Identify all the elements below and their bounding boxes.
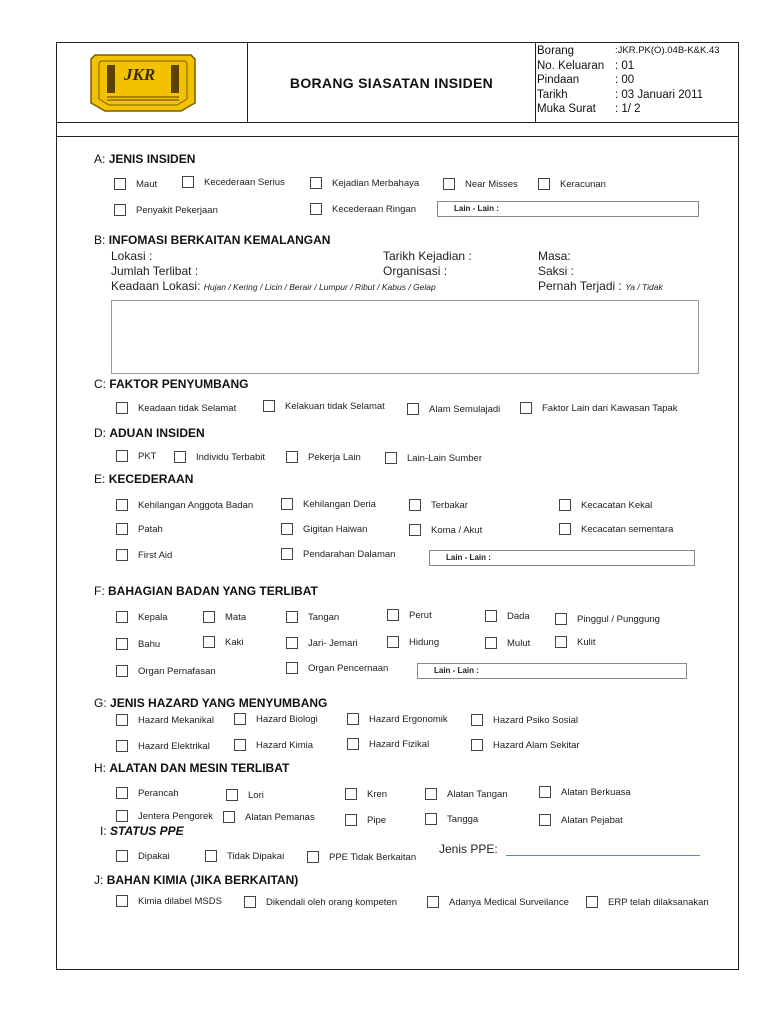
checkbox-box[interactable] — [182, 176, 194, 188]
checkbox-box[interactable] — [425, 813, 437, 825]
checkbox-label: Organ Pencernaan — [308, 662, 389, 674]
section-name: KECEDERAAN — [108, 472, 194, 486]
checkbox-kren[interactable] — [345, 788, 387, 800]
checkbox-box[interactable] — [286, 662, 298, 674]
checkbox-label: Individu Terbabit — [196, 451, 266, 463]
section-letter: E: — [94, 472, 106, 486]
checkbox-box[interactable] — [387, 636, 399, 648]
checkbox-box[interactable] — [116, 787, 128, 799]
checkbox-pipe[interactable] — [345, 814, 386, 826]
checkbox-box[interactable] — [203, 611, 215, 623]
section-name: BAHAN KIMIA (JIKA BERKAITAN) — [106, 873, 299, 887]
checkbox-faktor-lain[interactable] — [520, 402, 678, 414]
checkbox-near-misses[interactable] — [443, 178, 518, 190]
meta-row-tarikh — [536, 88, 738, 103]
checkbox-box[interactable] — [116, 810, 128, 822]
checkbox-label: Jari- Jemari — [308, 637, 358, 649]
checkbox-kelakuan-tidak-selamat[interactable] — [263, 400, 385, 412]
section-a-title — [94, 152, 195, 166]
meta-label: Tarikh — [537, 88, 568, 101]
checkbox-hidung[interactable] — [387, 636, 439, 648]
section-b-title — [94, 233, 330, 247]
checkbox-kecacatan-sementara[interactable] — [559, 523, 673, 535]
section-name: FAKTOR PENYUMBANG — [109, 377, 249, 391]
checkbox-pekerja-lain[interactable] — [286, 451, 361, 463]
section-letter: C: — [94, 377, 106, 391]
checkbox-box[interactable] — [345, 814, 357, 826]
checkbox-perancah[interactable] — [116, 787, 179, 799]
meta-row-borang — [536, 44, 738, 59]
checkbox-label: Jentera Pengorek — [138, 810, 213, 822]
checkbox-erp-dilaksanakan[interactable] — [586, 896, 709, 908]
checkbox-kehilangan-deria[interactable] — [281, 498, 376, 510]
checkbox-label: Patah — [138, 523, 163, 535]
checkbox-label: Pipe — [367, 814, 387, 826]
form-meta — [536, 43, 738, 123]
section-a-lain-field[interactable]: Lain - Lain : — [437, 201, 699, 217]
checkbox-box[interactable] — [586, 896, 598, 908]
section-b-notes-box[interactable] — [111, 300, 699, 374]
section-g-title — [94, 696, 327, 710]
checkbox-box[interactable] — [520, 402, 532, 414]
section-i-title — [100, 824, 184, 838]
checkbox-label: Kecederaan Ringan — [332, 203, 416, 215]
checkbox-kehilangan-anggota[interactable] — [116, 499, 253, 511]
checkbox-kecederaan-serius[interactable] — [182, 176, 285, 188]
checkbox-box[interactable] — [407, 403, 419, 415]
checkbox-box[interactable] — [281, 498, 293, 510]
checkbox-box[interactable] — [286, 637, 298, 649]
checkbox-box[interactable] — [116, 665, 128, 677]
checkbox-pinggul[interactable] — [555, 613, 660, 625]
checkbox-label: Kecederaan Serius — [204, 176, 285, 188]
checkbox-first-aid[interactable] — [116, 549, 172, 561]
section-name: JENIS HAZARD YANG MENYUMBANG — [110, 696, 328, 710]
checkbox-box[interactable] — [559, 499, 571, 511]
checkbox-hazard-ergonomik[interactable] — [347, 713, 448, 725]
checkbox-label: Kejadian Merbahaya — [332, 177, 420, 189]
checkbox-mulut[interactable] — [485, 637, 530, 649]
meta-label: Pindaan — [537, 74, 580, 86]
meta-value: :JKR.PK(O).04B-K&K.43 — [615, 45, 720, 56]
checkbox-box[interactable] — [539, 814, 551, 826]
checkbox-kecacatan-kekal[interactable] — [559, 499, 652, 511]
checkbox-perut[interactable] — [387, 609, 432, 621]
checkbox-hazard-biologi[interactable] — [234, 713, 318, 725]
section-j-title — [94, 873, 298, 887]
checkbox-mata[interactable] — [203, 611, 246, 623]
checkbox-box[interactable] — [385, 452, 397, 464]
checkbox-box[interactable] — [307, 851, 319, 863]
checkbox-label: Hazard Alam Sekitar — [493, 739, 580, 751]
meta-label: Borang — [537, 45, 575, 57]
checkbox-box[interactable] — [116, 611, 128, 623]
checkbox-box[interactable] — [114, 204, 126, 216]
checkbox-box[interactable] — [555, 636, 567, 648]
checkbox-terbakar[interactable] — [409, 499, 468, 511]
meta-row-muka-surat — [536, 102, 738, 117]
checkbox-box[interactable] — [116, 450, 128, 462]
checkbox-maut[interactable] — [114, 178, 157, 190]
section-c-title — [94, 377, 248, 391]
checkbox-label: Organ Pernafasan — [138, 665, 216, 677]
checkbox-box[interactable] — [203, 636, 215, 648]
checkbox-label: ERP telah dilaksanakan — [608, 896, 709, 908]
checkbox-jentera-pengorek[interactable] — [116, 810, 213, 822]
checkbox-patah[interactable] — [116, 523, 163, 535]
jenis-ppe-input-line[interactable] — [506, 855, 700, 856]
checkbox-label: Kepala — [138, 611, 168, 623]
checkbox-individu-terbabit[interactable] — [174, 451, 265, 463]
checkbox-box[interactable] — [116, 895, 128, 907]
checkbox-box[interactable] — [223, 811, 235, 823]
checkbox-label: Alatan Berkuasa — [561, 786, 631, 798]
checkbox-box[interactable] — [234, 739, 246, 751]
meta-row-pindaan — [536, 73, 738, 88]
checkbox-box[interactable] — [234, 713, 246, 725]
checkbox-box[interactable] — [286, 611, 298, 623]
checkbox-label: Kecacatan Kekal — [581, 499, 653, 511]
checkbox-label: Hidung — [409, 636, 440, 648]
checkbox-box[interactable] — [116, 850, 128, 862]
checkbox-hazard-mekanikal[interactable] — [116, 714, 214, 726]
section-name: ADUAN INSIDEN — [109, 426, 205, 440]
saksi-label: Saksi : — [538, 264, 575, 278]
checkbox-penyakit-pekerjaan[interactable] — [114, 204, 218, 216]
checkbox-koma-akut[interactable] — [409, 524, 482, 536]
meta-label: No. Keluaran — [537, 59, 605, 72]
checkbox-box[interactable] — [116, 402, 128, 414]
section-letter: D: — [94, 426, 106, 440]
checkbox-lori[interactable] — [226, 789, 264, 801]
keadaan-lokasi-options: Hujan / Kering / Licin / Berair / Lumpur / Ribut / Kabus / Gelap — [203, 282, 436, 292]
checkbox-label: Hazard Elektrikal — [138, 740, 210, 752]
meta-value: : 01 — [615, 59, 635, 72]
tarikh-kejadian-label: Tarikh Kejadian : — [383, 249, 472, 263]
checkbox-label: Alatan Pejabat — [561, 814, 623, 826]
checkbox-kaki[interactable] — [203, 636, 243, 648]
checkbox-box[interactable] — [427, 896, 439, 908]
checkbox-label: Hazard Kimia — [256, 739, 314, 751]
checkbox-kejadian-merbahaya[interactable] — [310, 177, 419, 189]
checkbox-box[interactable] — [387, 609, 399, 621]
checkbox-box[interactable] — [116, 499, 128, 511]
checkbox-alatan-tangan[interactable] — [425, 788, 508, 800]
checkbox-box[interactable] — [485, 637, 497, 649]
checkbox-tangga[interactable] — [425, 813, 478, 825]
checkbox-label: Faktor Lain dari Kawasan Tapak — [542, 402, 678, 414]
checkbox-label: Alam Semulajadi — [429, 403, 501, 415]
checkbox-box[interactable] — [174, 451, 186, 463]
checkbox-box[interactable] — [116, 714, 128, 726]
masa-label: Masa: — [538, 249, 571, 263]
checkbox-label: Hazard Biologi — [256, 713, 318, 725]
checkbox-hazard-elektrikal[interactable] — [116, 740, 210, 752]
checkbox-box[interactable] — [116, 523, 128, 535]
checkbox-label: Kren — [367, 788, 388, 800]
checkbox-box[interactable] — [116, 549, 128, 561]
keadaan-lokasi-label — [111, 279, 436, 293]
checkbox-box[interactable] — [116, 638, 128, 650]
checkbox-box[interactable] — [559, 523, 571, 535]
checkbox-kulit[interactable] — [555, 636, 595, 648]
checkbox-alatan-pemanas[interactable] — [223, 811, 315, 823]
section-f-title — [94, 584, 318, 598]
checkbox-dikendali-kompeten[interactable] — [244, 896, 397, 908]
checkbox-label: Koma / Akut — [431, 524, 483, 536]
checkbox-pkt[interactable] — [116, 450, 156, 462]
checkbox-box[interactable] — [347, 738, 359, 750]
checkbox-label: Kecacatan sementara — [581, 523, 674, 535]
checkbox-jari-jemari[interactable] — [286, 637, 358, 649]
checkbox-ppe-tidak-berkaitan[interactable] — [307, 851, 416, 863]
section-d-title — [94, 426, 205, 440]
checkbox-label: Lori — [248, 789, 264, 801]
checkbox-label: Keadaan tidak Selamat — [138, 402, 237, 414]
section-letter: A: — [94, 152, 106, 166]
keadaan-lokasi-text: Keadaan Lokasi: — [111, 279, 201, 293]
section-h-title — [94, 761, 289, 775]
checkbox-label: Kehilangan Anggota Badan — [138, 499, 254, 511]
checkbox-box[interactable] — [116, 740, 128, 752]
checkbox-dipakai[interactable] — [116, 850, 170, 862]
checkbox-label: Dada — [507, 610, 530, 622]
section-letter: I: — [100, 824, 107, 838]
section-letter: F: — [94, 584, 105, 598]
checkbox-medical-surveilance[interactable] — [427, 896, 569, 908]
checkbox-label: Hazard Psiko Sosial — [493, 714, 579, 726]
checkbox-label: Dikendali oleh orang kompeten — [266, 896, 397, 908]
form-page — [56, 42, 739, 970]
checkbox-label: Perut — [409, 609, 432, 621]
form-title: BORANG SIASATAN INSIDEN — [248, 43, 536, 123]
pernah-terjadi-label — [538, 279, 663, 293]
checkbox-label: Adanya Medical Surveilance — [449, 896, 569, 908]
checkbox-tidak-dipakai[interactable] — [205, 850, 284, 862]
form-header — [57, 43, 738, 123]
section-name: BAHAGIAN BADAN YANG TERLIBAT — [108, 584, 318, 598]
checkbox-label: Keracunan — [560, 178, 606, 190]
checkbox-box[interactable] — [244, 896, 256, 908]
checkbox-label: Kehilangan Deria — [303, 498, 376, 510]
checkbox-box[interactable] — [347, 713, 359, 725]
checkbox-label: Dipakai — [138, 850, 170, 862]
checkbox-box[interactable] — [471, 739, 483, 751]
checkbox-hazard-psiko-sosial[interactable] — [471, 714, 578, 726]
checkbox-box[interactable] — [538, 178, 550, 190]
checkbox-keracunan[interactable] — [538, 178, 606, 190]
meta-value: : 1/ 2 — [615, 103, 641, 115]
checkbox-box[interactable] — [345, 788, 357, 800]
checkbox-label: Pendarahan Dalaman — [303, 548, 396, 560]
checkbox-label: Tangga — [447, 813, 479, 825]
section-e-title — [94, 472, 193, 486]
section-name: INFOMASI BERKAITAN KEMALANGAN — [108, 233, 331, 247]
checkbox-box[interactable] — [409, 524, 421, 536]
checkbox-label: Alatan Pemanas — [245, 811, 315, 823]
checkbox-box[interactable] — [205, 850, 217, 862]
checkbox-label: PPE Tidak Berkaitan — [329, 851, 417, 863]
checkbox-gigitan-haiwan[interactable] — [281, 523, 367, 535]
section-letter: J: — [94, 873, 104, 887]
section-letter: B: — [94, 233, 106, 247]
checkbox-label: Bahu — [138, 638, 161, 650]
checkbox-box[interactable] — [310, 203, 322, 215]
jumlah-terlibat-label: Jumlah Terlibat : — [111, 264, 199, 278]
checkbox-organ-pencernaan[interactable] — [286, 662, 388, 674]
checkbox-pendarahan-dalaman[interactable] — [281, 548, 395, 560]
checkbox-kecederaan-ringan[interactable] — [310, 203, 416, 215]
pernah-terjadi-options: Ya / Tidak — [625, 282, 663, 292]
checkbox-label: PKT — [138, 450, 157, 462]
section-name: JENIS INSIDEN — [108, 152, 196, 166]
checkbox-kimia-msds[interactable] — [116, 895, 222, 907]
checkbox-label: Tangan — [308, 611, 340, 623]
checkbox-box[interactable] — [263, 400, 275, 412]
lokasi-label: Lokasi : — [111, 249, 153, 263]
checkbox-box[interactable] — [443, 178, 455, 190]
checkbox-label: Kelakuan tidak Selamat — [285, 400, 385, 412]
checkbox-keadaan-tidak-selamat[interactable] — [116, 402, 236, 414]
logo-cell — [57, 43, 248, 123]
meta-value: : 00 — [615, 74, 635, 86]
checkbox-bahu[interactable] — [116, 638, 160, 650]
checkbox-box[interactable] — [114, 178, 126, 190]
checkbox-label: Tidak Dipakai — [227, 850, 285, 862]
section-f-lain-field[interactable]: Lain - Lain : — [417, 663, 687, 679]
checkbox-box[interactable] — [409, 499, 421, 511]
checkbox-label: Hazard Fizikal — [369, 738, 430, 750]
checkbox-label: Terbakar — [431, 499, 468, 511]
checkbox-label: Near Misses — [465, 178, 518, 190]
checkbox-label: Gigitan Haiwan — [303, 523, 368, 535]
checkbox-box[interactable] — [485, 610, 497, 622]
section-e-lain-field[interactable]: Lain - Lain : — [429, 550, 695, 566]
checkbox-box[interactable] — [310, 177, 322, 189]
checkbox-tangan[interactable] — [286, 611, 339, 623]
checkbox-lain-lain-sumber[interactable] — [385, 452, 482, 464]
checkbox-label: Kaki — [225, 636, 244, 648]
meta-label: Muka Surat — [537, 103, 596, 115]
checkbox-box[interactable] — [539, 786, 551, 798]
checkbox-hazard-fizikal[interactable] — [347, 738, 429, 750]
checkbox-organ-pernafasan[interactable] — [116, 665, 216, 677]
checkbox-label: Perancah — [138, 787, 179, 799]
organisasi-label: Organisasi : — [383, 264, 448, 278]
checkbox-box[interactable] — [281, 548, 293, 560]
logo-text: JKR — [124, 65, 156, 84]
checkbox-label: First Aid — [138, 549, 173, 561]
checkbox-box[interactable] — [471, 714, 483, 726]
checkbox-alatan-berkuasa[interactable] — [539, 786, 631, 798]
checkbox-label: Mulut — [507, 637, 531, 649]
checkbox-alatan-pejabat[interactable] — [539, 814, 623, 826]
checkbox-label: Mata — [225, 611, 247, 623]
checkbox-label: Hazard Ergonomik — [369, 713, 448, 725]
section-name: ALATAN DAN MESIN TERLIBAT — [109, 761, 290, 775]
checkbox-box[interactable] — [281, 523, 293, 535]
checkbox-dada[interactable] — [485, 610, 530, 622]
checkbox-hazard-alam-sekitar[interactable] — [471, 739, 580, 751]
checkbox-label: Penyakit Pekerjaan — [136, 204, 218, 216]
checkbox-label: Pinggul / Punggung — [577, 613, 660, 625]
checkbox-label: Alatan Tangan — [447, 788, 508, 800]
checkbox-label: Lain-Lain Sumber — [407, 452, 482, 464]
checkbox-hazard-kimia[interactable] — [234, 739, 313, 751]
checkbox-label: Maut — [136, 178, 158, 190]
pernah-terjadi-text: Pernah Terjadi : — [538, 279, 622, 293]
meta-row-keluaran — [536, 59, 738, 74]
checkbox-box[interactable] — [226, 789, 238, 801]
section-name: STATUS PPE — [110, 824, 184, 838]
section-letter: H: — [94, 761, 106, 775]
meta-value: : 03 Januari 2011 — [615, 88, 704, 101]
checkbox-box[interactable] — [286, 451, 298, 463]
jenis-ppe-label: Jenis PPE: — [439, 842, 498, 856]
checkbox-box[interactable] — [555, 613, 567, 625]
checkbox-label: Kulit — [577, 636, 596, 648]
section-letter: G: — [94, 696, 107, 710]
checkbox-box[interactable] — [425, 788, 437, 800]
checkbox-kepala[interactable] — [116, 611, 168, 623]
checkbox-label: Pekerja Lain — [308, 451, 361, 463]
checkbox-alam-semulajadi[interactable] — [407, 403, 500, 415]
checkbox-label: Hazard Mekanikal — [138, 714, 215, 726]
checkbox-label: Kimia dilabel MSDS — [138, 895, 222, 907]
header-gap — [57, 123, 738, 137]
